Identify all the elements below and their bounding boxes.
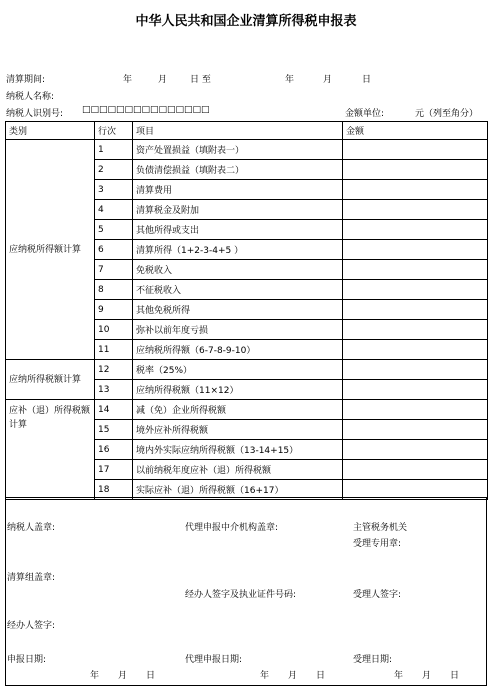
- period-label: 清算期间:: [6, 75, 46, 85]
- amount-cell[interactable]: [343, 260, 488, 280]
- signature-section: [5, 497, 487, 686]
- unit-label: 金额单位:: [345, 109, 385, 119]
- table-row: [6, 360, 488, 380]
- agent-declare-date-label: 代理申报日期:: [185, 655, 243, 665]
- row-no: 15: [95, 420, 133, 440]
- row-no: 16: [95, 440, 133, 460]
- agent-seal-label: 代理申报中介机构盖章:: [185, 523, 279, 533]
- header-category: 类别: [6, 122, 95, 140]
- amount-cell[interactable]: [343, 300, 488, 320]
- tax-table: [5, 121, 488, 500]
- row-item: 应纳税所得额（6-7-8-9-10）: [133, 340, 343, 360]
- taxpayer-seal-label: 纳税人盖章:: [7, 523, 56, 533]
- amount-cell[interactable]: [343, 200, 488, 220]
- table-row: [6, 140, 488, 160]
- header-row-no: 行次: [95, 122, 133, 140]
- receiver-sign-label: 受理人签字:: [353, 590, 402, 600]
- row-item: 弥补以前年度亏损: [133, 320, 343, 340]
- amount-cell[interactable]: [343, 400, 488, 420]
- row-item: 不征税收入: [133, 280, 343, 300]
- agent-date-day: 日: [316, 671, 326, 681]
- category-taxable-income: 应纳税所得额计算: [6, 140, 95, 360]
- row-item: 清算所得（1+2-3-4+5 ）: [133, 240, 343, 260]
- declare-date-label: 申报日期:: [7, 655, 47, 665]
- amount-cell[interactable]: [343, 320, 488, 340]
- taxpayer-name-label: 纳税人名称:: [6, 92, 55, 102]
- row-item: 资产处置损益（填附表一）: [133, 140, 343, 160]
- row-no: 9: [95, 300, 133, 320]
- row-item: 清算税金及附加: [133, 200, 343, 220]
- taxpayer-id-boxes[interactable]: □□□□□□□□□□□□□□□: [82, 105, 210, 115]
- tax-authority-label: 主管税务机关: [353, 523, 408, 533]
- taxpayer-id-label: 纳税人识别号:: [6, 109, 64, 119]
- accept-date-day: 日: [450, 671, 460, 681]
- row-no: 1: [95, 140, 133, 160]
- table-header-row: [6, 122, 488, 140]
- header-item: 项目: [133, 122, 343, 140]
- row-item: 免税收入: [133, 260, 343, 280]
- agent-date-month: 月: [288, 671, 298, 681]
- row-no: 18: [95, 480, 133, 500]
- amount-cell[interactable]: [343, 180, 488, 200]
- amount-cell[interactable]: [343, 440, 488, 460]
- table-row: [6, 400, 488, 420]
- row-item: 应纳所得税额（11×12）: [133, 380, 343, 400]
- amount-cell[interactable]: [343, 220, 488, 240]
- header-amount: 金额: [343, 122, 488, 140]
- category-tax-due-refund: 应补（退）所得税额计算: [6, 400, 95, 500]
- category-tax-payable: 应纳所得税额计算: [6, 360, 95, 400]
- row-no: 10: [95, 320, 133, 340]
- declare-date-year: 年: [90, 671, 100, 681]
- row-item: 清算费用: [133, 180, 343, 200]
- amount-cell[interactable]: [343, 140, 488, 160]
- amount-cell[interactable]: [343, 460, 488, 480]
- declare-date-month: 月: [118, 671, 128, 681]
- row-item: 税率（25%）: [133, 360, 343, 380]
- handler-sign-label: 经办人签字:: [7, 621, 56, 631]
- period-year-1: 年: [123, 75, 133, 85]
- form-title: 中华人民共和国企业清算所得税申报表: [135, 14, 357, 29]
- declare-date-day: 日: [146, 671, 156, 681]
- row-no: 5: [95, 220, 133, 240]
- amount-cell[interactable]: [343, 340, 488, 360]
- period-year-2: 年: [285, 75, 295, 85]
- row-no: 12: [95, 360, 133, 380]
- row-no: 6: [95, 240, 133, 260]
- accept-date-month: 月: [422, 671, 432, 681]
- accept-date-year: 年: [394, 671, 404, 681]
- amount-cell[interactable]: [343, 420, 488, 440]
- handler-sign-cert-label: 经办人签字及执业证件号码:: [185, 590, 297, 600]
- row-no: 8: [95, 280, 133, 300]
- period-month-2: 月: [323, 75, 333, 85]
- row-no: 3: [95, 180, 133, 200]
- period-month-1: 月: [158, 75, 168, 85]
- row-item: 负债清偿损益（填附表二）: [133, 160, 343, 180]
- row-item: 减（免）企业所得税额: [133, 400, 343, 420]
- row-no: 17: [95, 460, 133, 480]
- agent-date-year: 年: [260, 671, 270, 681]
- row-no: 13: [95, 380, 133, 400]
- row-no: 14: [95, 400, 133, 420]
- period-day-2: 日: [362, 75, 372, 85]
- tax-authority-seal-label: 受理专用章:: [353, 539, 402, 549]
- accept-date-label: 受理日期:: [353, 655, 393, 665]
- row-no: 4: [95, 200, 133, 220]
- row-no: 11: [95, 340, 133, 360]
- unit-value: 元（列至角分）: [415, 109, 479, 119]
- amount-cell[interactable]: [343, 380, 488, 400]
- amount-cell[interactable]: [343, 280, 488, 300]
- amount-cell[interactable]: [343, 240, 488, 260]
- period-day-to: 日 至: [190, 75, 211, 85]
- row-item: 实际应补（退）所得税额（16+17）: [133, 480, 343, 500]
- row-item: 其他免税所得: [133, 300, 343, 320]
- row-item: 以前纳税年度应补（退）所得税额: [133, 460, 343, 480]
- row-item: 境内外实际应纳所得税额（13-14+15）: [133, 440, 343, 460]
- row-item: 境外应补所得税额: [133, 420, 343, 440]
- amount-cell[interactable]: [343, 160, 488, 180]
- row-item: 其他所得或支出: [133, 220, 343, 240]
- amount-cell[interactable]: [343, 360, 488, 380]
- row-no: 2: [95, 160, 133, 180]
- liquidation-group-seal-label: 清算组盖章:: [7, 573, 56, 583]
- row-no: 7: [95, 260, 133, 280]
